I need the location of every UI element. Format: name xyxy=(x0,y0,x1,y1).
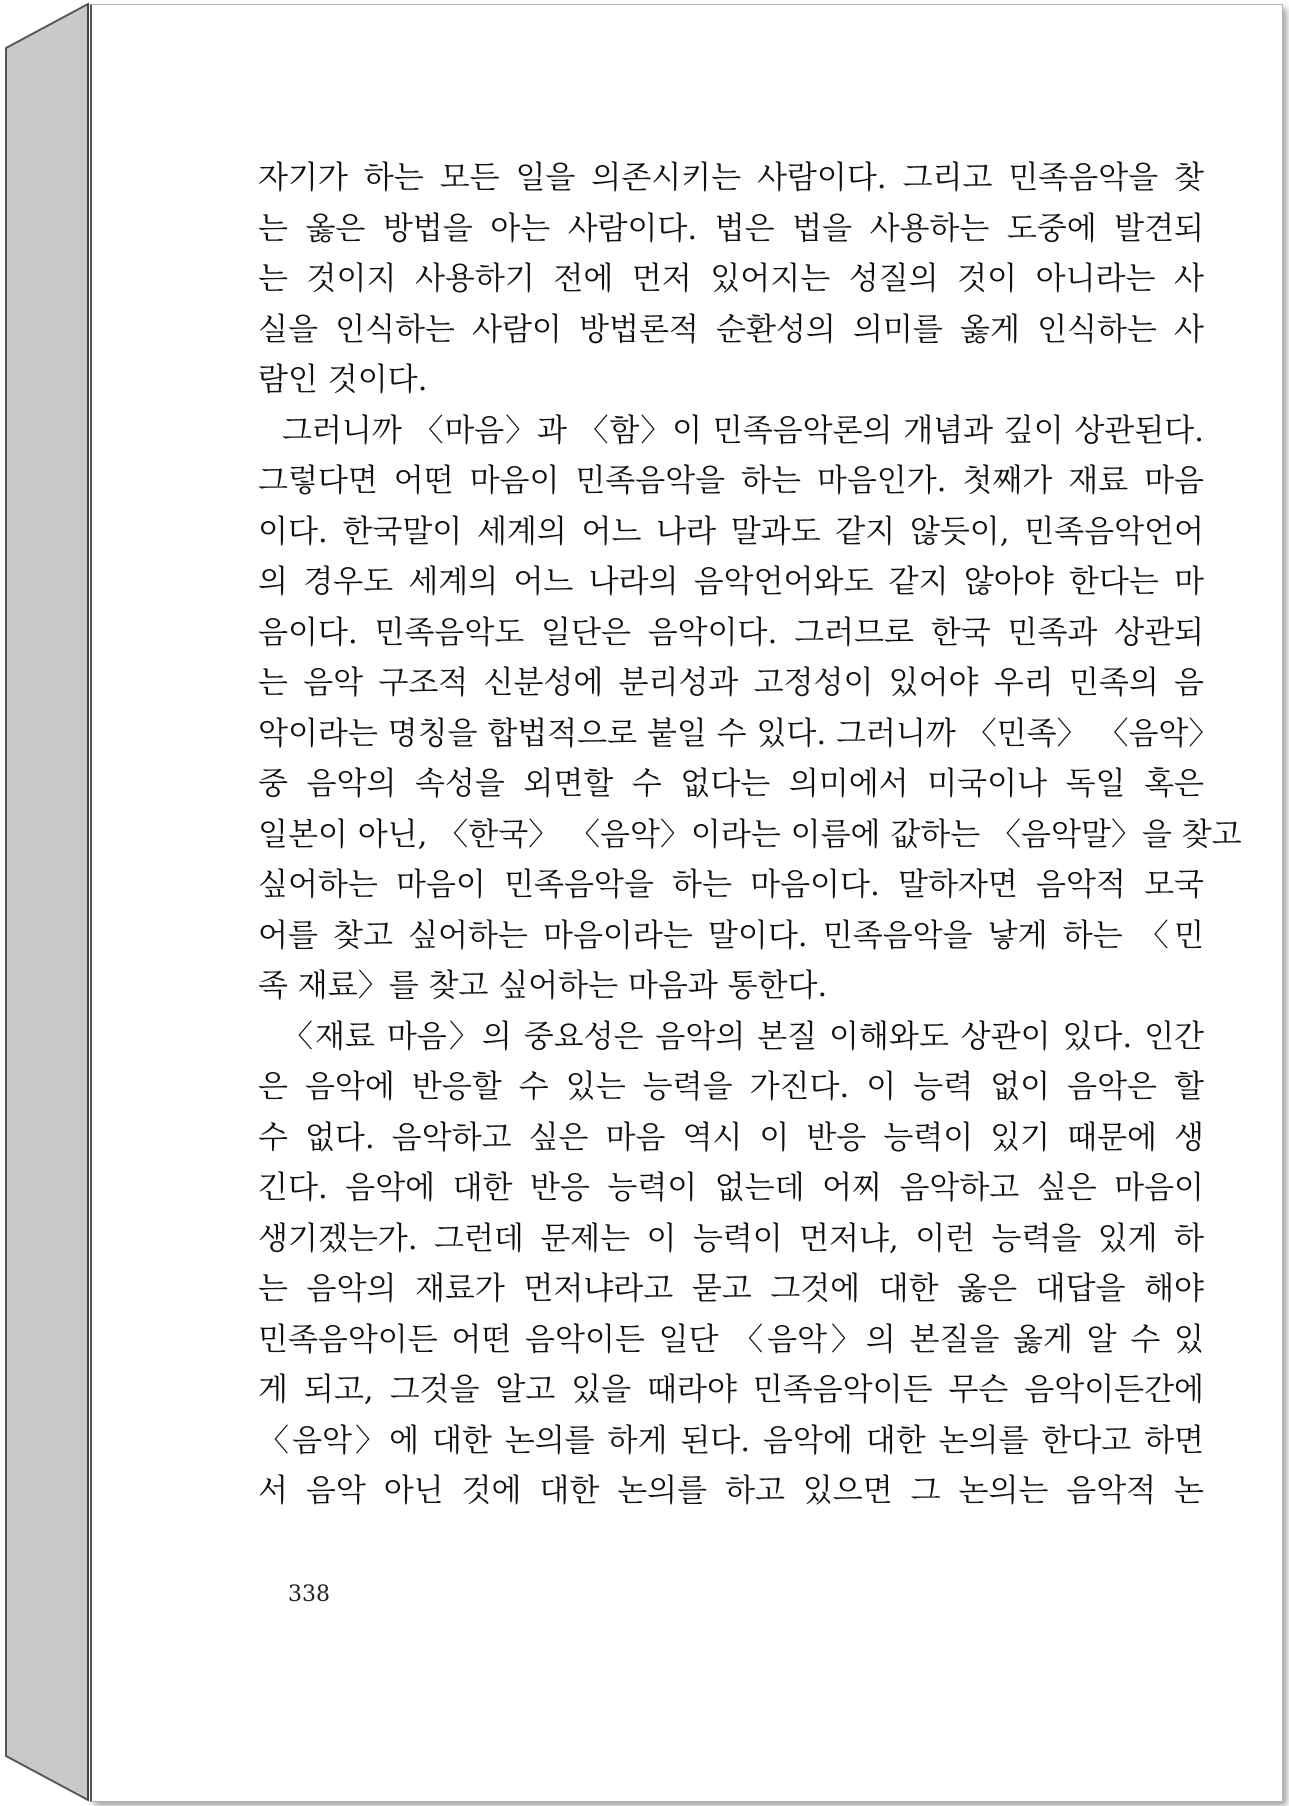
text-line: 는 음악 구조적 신분성에 분리성과 고정성이 있어야 우리 민족의 음 xyxy=(258,665,1204,701)
text-line: 자기가 하는 모든 일을 의존시키는 사람이다. 그리고 민족음악을 찾 xyxy=(258,160,1204,196)
text-line: 은 음악에 반응할 수 있는 능력을 가진다. 이 능력 없이 음악은 할 xyxy=(258,1069,1204,1105)
text-line: 악이라는 명칭을 합법적으로 붙일 수 있다. 그러니까 〈민족〉 〈음악〉 xyxy=(258,715,1220,752)
text-line: 그렇다면 어떤 마음이 민족음악을 하는 마음인가. 첫째가 재료 마음 xyxy=(258,463,1204,499)
text-line: 〈재료 마음〉의 중요성은 음악의 본질 이해와도 상관이 있다. 인간 xyxy=(282,1018,1204,1055)
text-line: 어를 찾고 싶어하는 마음이라는 말이다. 민족음악을 낳게 하는 〈민 xyxy=(258,917,1204,954)
text-line: 의 경우도 세계의 어느 나라의 음악언어와도 같지 않아야 한다는 마 xyxy=(258,564,1204,600)
text-line: 람인 것이다. xyxy=(258,362,428,398)
text-line: 일본이 아닌, 〈한국〉 〈음악〉이라는 이름에 값하는 〈음악말〉을 찾고 xyxy=(258,816,1242,853)
text-line: 족 재료〉를 찾고 싶어하는 마음과 통한다. xyxy=(258,968,828,1004)
text-line: 싶어하는 마음이 민족음악을 하는 마음이다. 말하자면 음악적 모국 xyxy=(258,867,1204,903)
body-text xyxy=(258,153,1242,1517)
text-line: 그러니까 〈마음〉과 〈함〉이 민족음악론의 개념과 깊이 상관된다. xyxy=(282,412,1204,449)
book-page xyxy=(90,4,1283,1802)
text-line: 생기겠는가. 그런데 문제는 이 능력이 먼저냐, 이런 능력을 있게 하 xyxy=(258,1220,1204,1257)
text-line: 실을 인식하는 사람이 방법론적 순환성의 의미를 옳게 인식하는 사 xyxy=(258,311,1204,348)
text-line: 는 것이지 사용하기 전에 먼저 있어지는 성질의 것이 아니라는 사 xyxy=(258,261,1204,297)
page-number: 338 xyxy=(288,1582,330,1607)
text-line: 음이다. 민족음악도 일단은 음악이다. 그러므로 한국 민족과 상관되 xyxy=(258,614,1204,651)
text-line: 는 음악의 재료가 먼저냐라고 묻고 그것에 대한 옳은 대답을 해야 xyxy=(258,1271,1204,1307)
text-line: 〈음악〉에 대한 논의를 하게 된다. 음악에 대한 논의를 한다고 하면 xyxy=(258,1422,1204,1459)
text-line: 중 음악의 속성을 외면할 수 없다는 의미에서 미국이나 독일 혹은 xyxy=(258,766,1204,802)
text-line: 게 되고, 그것을 알고 있을 때라야 민족음악이든 무슨 음악이든간에 xyxy=(258,1372,1204,1408)
text-line: 수 없다. 음악하고 싶은 마음 역시 이 반응 능력이 있기 때문에 생 xyxy=(258,1119,1204,1156)
text-line: 민족음악이든 어떤 음악이든 일단 〈음악〉의 본질을 옳게 알 수 있 xyxy=(258,1321,1204,1358)
text-line: 는 옳은 방법을 아는 사람이다. 법은 법을 사용하는 도중에 발견되 xyxy=(258,210,1204,247)
text-line: 이다. 한국말이 세계의 어느 나라 말과도 같지 않듯이, 민족음악언어 xyxy=(258,513,1204,550)
text-line: 긴다. 음악에 대한 반응 능력이 없는데 어찌 음악하고 싶은 마음이 xyxy=(258,1170,1204,1206)
text-line: 서 음악 아닌 것에 대한 논의를 하고 있으면 그 논의는 음악적 논 xyxy=(258,1473,1204,1509)
